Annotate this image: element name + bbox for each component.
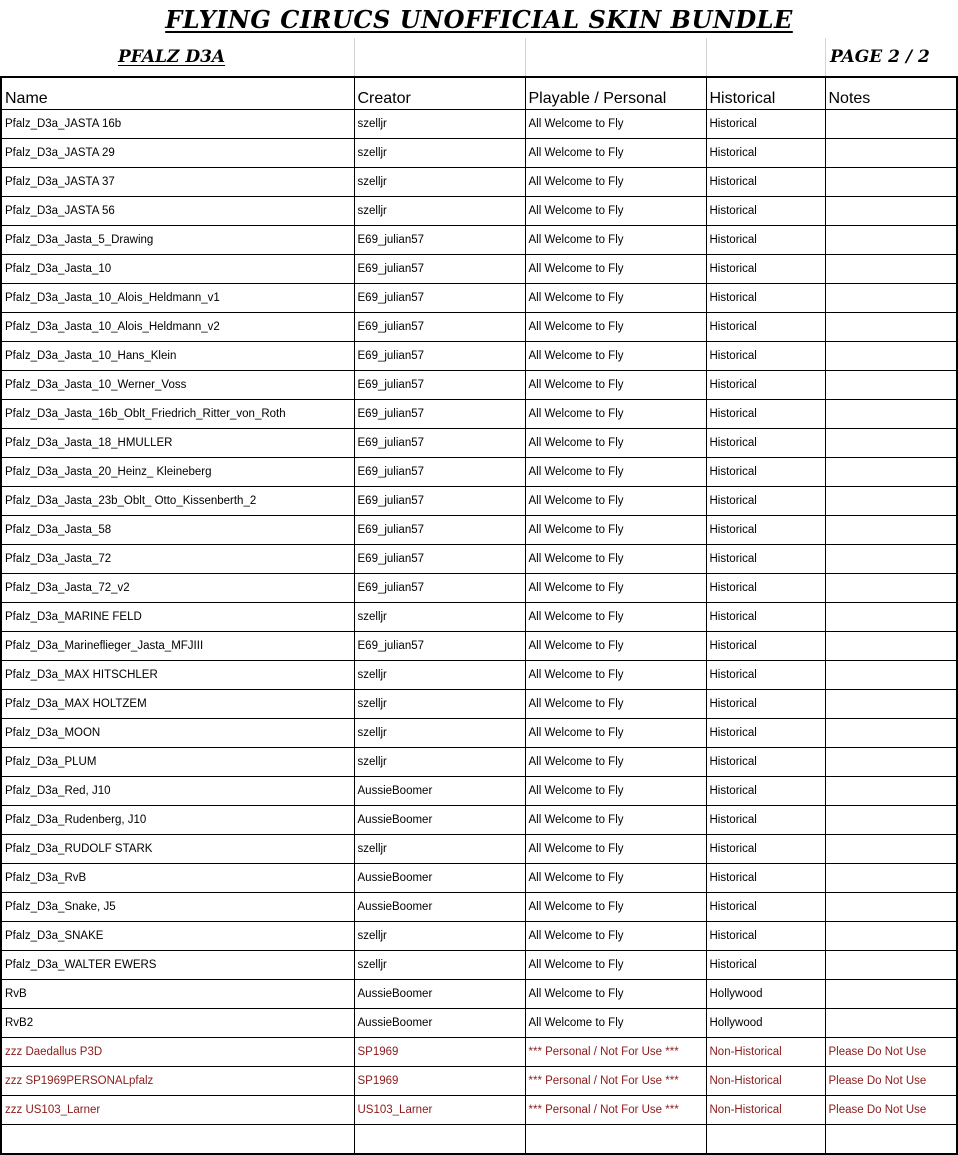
cell-playable: All Welcome to Fly (525, 719, 706, 748)
column-header-notes: Notes (825, 77, 957, 110)
column-header-name: Name (1, 77, 354, 110)
cell-notes (825, 1009, 957, 1038)
cell-name: Pfalz_D3a_MAX HOLTZEM (1, 690, 354, 719)
cell-notes (825, 226, 957, 255)
cell-creator: szelljr (354, 719, 525, 748)
cell-historical: Historical (706, 922, 825, 951)
table-row (1, 371, 957, 400)
cell-historical: Non-Historical (706, 1096, 825, 1125)
cell-playable: All Welcome to Fly (525, 342, 706, 371)
cell-creator (354, 1125, 525, 1155)
blank-cell (707, 38, 826, 76)
cell-notes (825, 951, 957, 980)
cell-historical: Historical (706, 255, 825, 284)
cell-historical: Hollywood (706, 1009, 825, 1038)
cell-historical: Historical (706, 603, 825, 632)
table-row (1, 1009, 957, 1038)
cell-playable: All Welcome to Fly (525, 1009, 706, 1038)
table-row (1, 864, 957, 893)
cell-playable: All Welcome to Fly (525, 284, 706, 313)
cell-playable: All Welcome to Fly (525, 951, 706, 980)
cell-notes (825, 980, 957, 1009)
cell-name: Pfalz_D3a_Jasta_5_Drawing (1, 226, 354, 255)
cell-playable: All Welcome to Fly (525, 168, 706, 197)
table-row (1, 313, 957, 342)
cell-name: Pfalz_D3a_Jasta_18_HMULLER (1, 429, 354, 458)
cell-playable: All Welcome to Fly (525, 661, 706, 690)
cell-name: Pfalz_D3a_Jasta_20_Heinz_ Kleineberg (1, 458, 354, 487)
cell-notes (825, 255, 957, 284)
table-row (1, 487, 957, 516)
cell-playable: *** Personal / Not For Use *** (525, 1096, 706, 1125)
cell-notes (825, 1125, 957, 1155)
table-row (1, 516, 957, 545)
cell-name: Pfalz_D3a_Jasta_10_Alois_Heldmann_v2 (1, 313, 354, 342)
cell-name: Pfalz_D3a_MAX HITSCHLER (1, 661, 354, 690)
cell-creator: SP1969 (354, 1067, 525, 1096)
cell-notes (825, 864, 957, 893)
cell-name: RvB2 (1, 1009, 354, 1038)
cell-notes (825, 487, 957, 516)
cell-creator: szelljr (354, 661, 525, 690)
blank-cell (355, 38, 526, 76)
blank-cell (526, 38, 707, 76)
table-row (1, 922, 957, 951)
table-row (1, 197, 957, 226)
cell-notes (825, 690, 957, 719)
cell-notes (825, 400, 957, 429)
table-row (1, 458, 957, 487)
cell-name: zzz US103_Larner (1, 1096, 354, 1125)
table-row (1, 1096, 957, 1125)
cell-notes (825, 777, 957, 806)
column-header-playable: Playable / Personal (525, 77, 706, 110)
cell-creator: E69_julian57 (354, 458, 525, 487)
page-number: PAGE 2 / 2 (830, 47, 930, 67)
cell-name: Pfalz_D3a_Jasta_10_Werner_Voss (1, 371, 354, 400)
cell-name: Pfalz_D3a_WALTER EWERS (1, 951, 354, 980)
cell-creator: E69_julian57 (354, 545, 525, 574)
cell-name: Pfalz_D3a_RvB (1, 864, 354, 893)
cell-name: Pfalz_D3a_JASTA 29 (1, 139, 354, 168)
subtitle-cell (0, 38, 355, 76)
cell-name: Pfalz_D3a_MARINE FELD (1, 603, 354, 632)
cell-creator: E69_julian57 (354, 429, 525, 458)
cell-notes: Please Do Not Use (825, 1038, 957, 1067)
cell-notes (825, 748, 957, 777)
cell-notes (825, 168, 957, 197)
cell-historical: Historical (706, 864, 825, 893)
cell-creator: E69_julian57 (354, 255, 525, 284)
cell-creator: E69_julian57 (354, 371, 525, 400)
table-row (1, 1067, 957, 1096)
cell-playable: All Welcome to Fly (525, 429, 706, 458)
cell-notes (825, 284, 957, 313)
cell-notes (825, 342, 957, 371)
cell-name: Pfalz_D3a_PLUM (1, 748, 354, 777)
cell-playable: All Welcome to Fly (525, 893, 706, 922)
cell-notes (825, 574, 957, 603)
cell-creator: US103_Larner (354, 1096, 525, 1125)
cell-playable: All Welcome to Fly (525, 632, 706, 661)
cell-notes (825, 371, 957, 400)
cell-historical: Historical (706, 574, 825, 603)
table-row (1, 690, 957, 719)
cell-creator: szelljr (354, 748, 525, 777)
title-bar (0, 0, 958, 38)
cell-creator: AussieBoomer (354, 980, 525, 1009)
cell-name: Pfalz_D3a_Snake, J5 (1, 893, 354, 922)
cell-historical: Historical (706, 400, 825, 429)
cell-notes (825, 139, 957, 168)
cell-playable: All Welcome to Fly (525, 400, 706, 429)
table-row (1, 429, 957, 458)
cell-historical: Historical (706, 719, 825, 748)
column-header-creator: Creator (354, 77, 525, 110)
cell-creator: AussieBoomer (354, 864, 525, 893)
cell-playable: All Welcome to Fly (525, 864, 706, 893)
cell-playable (525, 1125, 706, 1155)
cell-notes: Please Do Not Use (825, 1096, 957, 1125)
cell-notes (825, 313, 957, 342)
cell-playable: All Welcome to Fly (525, 835, 706, 864)
cell-historical: Historical (706, 487, 825, 516)
cell-name: zzz SP1969PERSONALpfalz (1, 1067, 354, 1096)
cell-notes (825, 719, 957, 748)
table-row (1, 719, 957, 748)
column-header-historical: Historical (706, 77, 825, 110)
cell-historical: Historical (706, 110, 825, 139)
cell-playable: All Welcome to Fly (525, 255, 706, 284)
table-row (1, 1125, 957, 1155)
cell-creator: szelljr (354, 110, 525, 139)
cell-creator: szelljr (354, 690, 525, 719)
cell-creator: szelljr (354, 197, 525, 226)
cell-historical: Historical (706, 690, 825, 719)
cell-name: Pfalz_D3a_Jasta_10 (1, 255, 354, 284)
cell-creator: szelljr (354, 168, 525, 197)
table-row (1, 139, 957, 168)
table-row (1, 632, 957, 661)
cell-creator: E69_julian57 (354, 487, 525, 516)
cell-notes (825, 516, 957, 545)
cell-historical: Historical (706, 632, 825, 661)
table-row (1, 661, 957, 690)
cell-notes (825, 110, 957, 139)
cell-historical: Historical (706, 545, 825, 574)
cell-historical: Historical (706, 835, 825, 864)
cell-creator: SP1969 (354, 1038, 525, 1067)
cell-playable: All Welcome to Fly (525, 806, 706, 835)
cell-historical: Historical (706, 342, 825, 371)
cell-notes (825, 632, 957, 661)
cell-creator: AussieBoomer (354, 806, 525, 835)
cell-playable: All Welcome to Fly (525, 197, 706, 226)
header-row (1, 77, 957, 110)
cell-historical: Historical (706, 371, 825, 400)
cell-playable: All Welcome to Fly (525, 922, 706, 951)
cell-playable: *** Personal / Not For Use *** (525, 1067, 706, 1096)
cell-playable: All Welcome to Fly (525, 980, 706, 1009)
cell-playable: All Welcome to Fly (525, 748, 706, 777)
cell-creator: E69_julian57 (354, 342, 525, 371)
cell-creator: szelljr (354, 835, 525, 864)
cell-notes (825, 806, 957, 835)
aircraft-subtitle: PFALZ D3A (118, 47, 226, 67)
table-row (1, 226, 957, 255)
cell-name: Pfalz_D3a_Jasta_16b_Oblt_Friedrich_Ritter_von_Roth (1, 400, 354, 429)
cell-notes (825, 835, 957, 864)
cell-notes (825, 197, 957, 226)
cell-playable: *** Personal / Not For Use *** (525, 1038, 706, 1067)
cell-creator: szelljr (354, 922, 525, 951)
cell-creator: E69_julian57 (354, 632, 525, 661)
cell-historical: Historical (706, 777, 825, 806)
table-row (1, 806, 957, 835)
cell-playable: All Welcome to Fly (525, 777, 706, 806)
document-title: FLYING CIRUCS UNOFFICIAL SKIN BUNDLE (165, 4, 793, 34)
table-row (1, 342, 957, 371)
table-row (1, 255, 957, 284)
cell-playable: All Welcome to Fly (525, 487, 706, 516)
cell-historical: Historical (706, 429, 825, 458)
cell-notes (825, 603, 957, 632)
cell-name: Pfalz_D3a_Jasta_72_v2 (1, 574, 354, 603)
table-row (1, 1038, 957, 1067)
cell-historical: Historical (706, 284, 825, 313)
cell-playable: All Welcome to Fly (525, 313, 706, 342)
table-row (1, 603, 957, 632)
cell-playable: All Welcome to Fly (525, 226, 706, 255)
cell-name: Pfalz_D3a_JASTA 56 (1, 197, 354, 226)
cell-historical: Historical (706, 313, 825, 342)
cell-playable: All Welcome to Fly (525, 110, 706, 139)
cell-name: Pfalz_D3a_Marineflieger_Jasta_MFJIII (1, 632, 354, 661)
cell-historical: Historical (706, 168, 825, 197)
cell-playable: All Welcome to Fly (525, 545, 706, 574)
cell-historical: Historical (706, 226, 825, 255)
table-row (1, 951, 957, 980)
cell-creator: E69_julian57 (354, 400, 525, 429)
table-row (1, 893, 957, 922)
cell-historical: Non-Historical (706, 1038, 825, 1067)
cell-historical: Historical (706, 139, 825, 168)
page-number-cell (826, 38, 958, 76)
cell-historical: Historical (706, 748, 825, 777)
table-row (1, 110, 957, 139)
table-row (1, 284, 957, 313)
cell-historical: Historical (706, 893, 825, 922)
cell-creator: szelljr (354, 139, 525, 168)
cell-creator: E69_julian57 (354, 226, 525, 255)
cell-creator: E69_julian57 (354, 574, 525, 603)
cell-playable: All Welcome to Fly (525, 371, 706, 400)
cell-historical: Historical (706, 661, 825, 690)
cell-creator: E69_julian57 (354, 284, 525, 313)
cell-historical (706, 1125, 825, 1155)
cell-creator: E69_julian57 (354, 516, 525, 545)
cell-notes (825, 545, 957, 574)
cell-creator: AussieBoomer (354, 777, 525, 806)
table-row (1, 748, 957, 777)
cell-historical: Historical (706, 458, 825, 487)
cell-notes (825, 661, 957, 690)
cell-name: Pfalz_D3a_JASTA 16b (1, 110, 354, 139)
cell-name: Pfalz_D3a_Jasta_10_Hans_Klein (1, 342, 354, 371)
cell-name: Pfalz_D3a_Jasta_58 (1, 516, 354, 545)
cell-notes (825, 893, 957, 922)
cell-historical: Historical (706, 806, 825, 835)
cell-name: Pfalz_D3a_Red, J10 (1, 777, 354, 806)
cell-playable: All Welcome to Fly (525, 458, 706, 487)
cell-name: Pfalz_D3a_Jasta_72 (1, 545, 354, 574)
table-row (1, 980, 957, 1009)
cell-playable: All Welcome to Fly (525, 516, 706, 545)
cell-name: zzz Daedallus P3D (1, 1038, 354, 1067)
cell-name: Pfalz_D3a_Jasta_10_Alois_Heldmann_v1 (1, 284, 354, 313)
cell-name: Pfalz_D3a_MOON (1, 719, 354, 748)
cell-name: Pfalz_D3a_Jasta_23b_Oblt_ Otto_Kissenberth_2 (1, 487, 354, 516)
cell-name (1, 1125, 354, 1155)
table-row (1, 777, 957, 806)
cell-notes (825, 922, 957, 951)
cell-creator: AussieBoomer (354, 1009, 525, 1038)
cell-notes: Please Do Not Use (825, 1067, 957, 1096)
cell-creator: szelljr (354, 951, 525, 980)
cell-historical: Historical (706, 197, 825, 226)
table-row (1, 835, 957, 864)
cell-name: Pfalz_D3a_Rudenberg, J10 (1, 806, 354, 835)
cell-creator: E69_julian57 (354, 313, 525, 342)
cell-name: RvB (1, 980, 354, 1009)
table-row (1, 545, 957, 574)
table-row (1, 168, 957, 197)
cell-playable: All Welcome to Fly (525, 603, 706, 632)
cell-creator: AussieBoomer (354, 893, 525, 922)
cell-playable: All Welcome to Fly (525, 574, 706, 603)
cell-creator: szelljr (354, 603, 525, 632)
table-row (1, 400, 957, 429)
subtitle-row (0, 38, 958, 76)
cell-playable: All Welcome to Fly (525, 690, 706, 719)
cell-historical: Non-Historical (706, 1067, 825, 1096)
cell-notes (825, 458, 957, 487)
skin-table (0, 76, 958, 1155)
cell-historical: Historical (706, 516, 825, 545)
cell-name: Pfalz_D3a_RUDOLF STARK (1, 835, 354, 864)
cell-notes (825, 429, 957, 458)
cell-playable: All Welcome to Fly (525, 139, 706, 168)
table-row (1, 574, 957, 603)
cell-name: Pfalz_D3a_SNAKE (1, 922, 354, 951)
cell-name: Pfalz_D3a_JASTA 37 (1, 168, 354, 197)
cell-historical: Hollywood (706, 980, 825, 1009)
cell-historical: Historical (706, 951, 825, 980)
